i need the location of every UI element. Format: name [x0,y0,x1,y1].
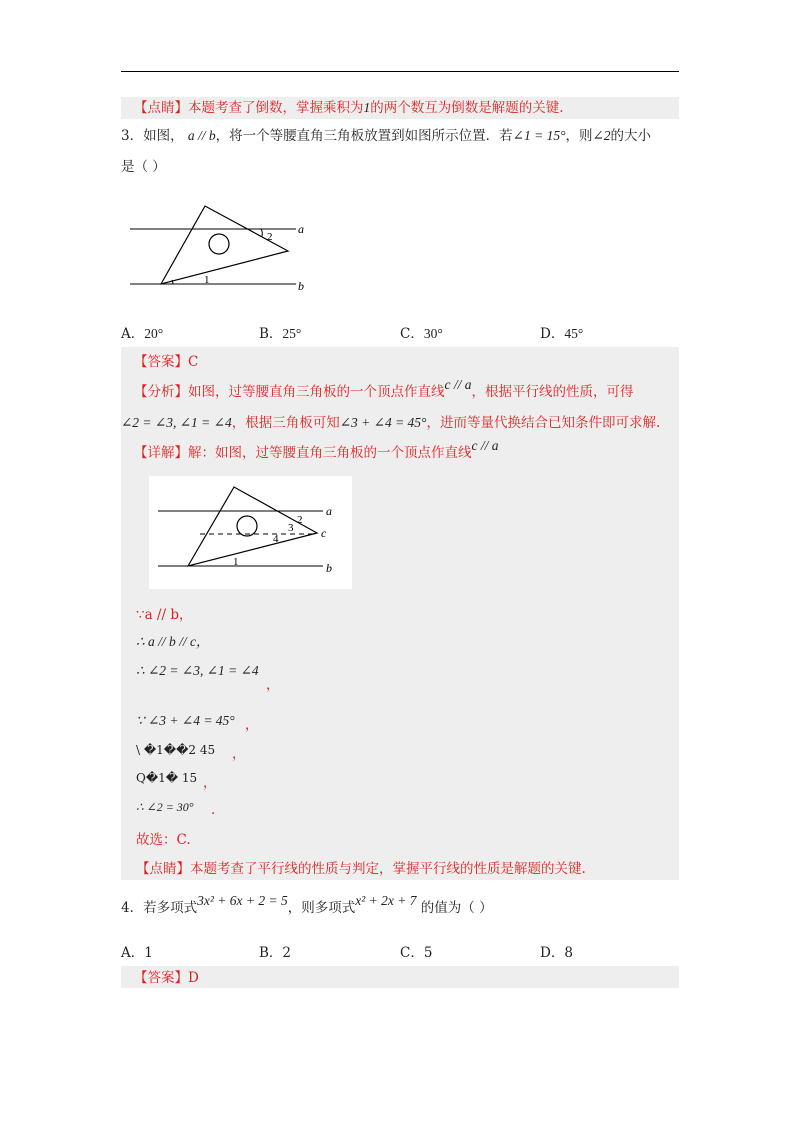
step-6: Q�1� 15 [136,771,198,785]
step-4: ∵ ∠3 + ∠4 = 45° [136,713,235,728]
label-angle-1: 1 [233,556,239,568]
q4-stem [121,893,493,917]
analysis-eq1: ∠2 = ∠3, ∠1 = ∠4 [121,415,232,430]
option-c: C．30° [400,326,443,342]
analysis-eq2: ∠3 + ∠4 = 45° [339,415,427,430]
tip-text: 本题考查了平行线的性质与判定，掌握平行线的性质是解题的关键. [190,861,586,877]
answer-tag: 【答案】 [134,970,188,986]
q4-option-d: D．8 [540,945,573,961]
q4-answer [134,969,199,987]
q3-analysis-line1 [134,377,634,401]
q3-stem-line2: 是（ ） [121,159,166,175]
set-square [188,487,317,566]
condition-expr: ∠1 = 15° [512,128,566,143]
q3-detail-line [134,438,499,462]
answer-tag: 【答案】 [134,354,188,370]
q4-option-b: B．2 [259,945,292,961]
question-number: 3． [121,128,144,144]
stem-text: 如图， [143,128,184,144]
poly-2: x² + 2x + 7 [355,893,417,908]
q3-stem-line1 [121,127,651,145]
tip-one: 1 [363,100,371,115]
label-angle-1: 1 [204,274,210,286]
step-5-comma: ， [232,746,246,762]
label-a: a [298,222,304,236]
label-b: b [326,561,332,575]
ask-expr: ∠2 [592,128,611,143]
tip-tag: 【点睛】 [134,100,188,116]
answer-value: D [188,970,199,986]
detail-tag: 【详解】 [134,445,188,461]
q3-tip [136,860,586,878]
stem-text: 若多项式 [143,900,198,916]
step-7: ∴ ∠2 = 30° [136,800,194,814]
analysis-tag: 【分析】 [134,384,188,400]
stem-text: ，将一个等腰直角三角板放置到如图所示位置．若 [215,128,513,144]
label-c: c [321,526,327,540]
analysis-text: ，根据三角板可知 [231,415,340,431]
q3-analysis-line2 [121,414,660,432]
stem-text: 的值为（ ） [420,900,493,916]
detail-parallel: c // a [471,438,499,453]
parallel-expr: a // b [187,128,216,143]
option-a: A．20° [121,326,164,342]
label-a: a [326,504,332,518]
step-2: ∴ a // b // c， [136,634,210,649]
label-angle-2: 2 [267,231,273,243]
step-6-comma: ， [203,775,217,791]
q3-answer [134,353,198,371]
label-angle-4: 4 [273,533,279,545]
analysis-parallel: c // a [444,377,472,392]
header-rule [121,71,679,72]
q2-tip [134,99,564,117]
step-3: ∴ ∠2 = ∠3, ∠1 = ∠4 [136,663,259,678]
option-d: D．45° [540,326,584,342]
label-angle-2: 2 [297,514,303,526]
triangle-figure [128,196,318,296]
detail-figure [155,484,350,584]
tip-text: 本题考查了倒数，掌握乘积为 [188,100,364,116]
stem-text: ，则 [565,128,593,144]
q4-answer-band [121,966,679,988]
label-b: b [298,279,304,293]
analysis-text: ，进而等量代换结合已知条件即可求解. [426,415,661,431]
q4-option-c: C．5 [400,945,433,961]
set-square-hole [209,234,229,254]
step-choice: 故选：C. [136,832,191,848]
q4-option-a: A．1 [121,945,153,961]
step-1: ∵a // b， [136,607,193,623]
option-b: B．25° [259,326,302,342]
step-5: \ �1��2 45 [136,743,216,757]
step-3-comma: ， [266,677,280,693]
step-4-comma: ， [245,717,259,733]
analysis-text: 如图，过等腰直角三角板的一个顶点作直线 [188,384,445,400]
stem-text: ，则多项式 [287,900,356,916]
tip-tag: 【点睛】 [136,861,190,877]
set-square-hole [237,516,257,536]
answer-value: C [188,354,199,370]
tip-text-end: 的两个数互为倒数是解题的关键. [370,100,564,116]
poly-1: 3x² + 6x + 2 = 5 [197,893,288,908]
step-7-period: . [211,802,216,818]
set-square [161,206,288,284]
stem-text: 的大小 [610,128,652,144]
detail-text: 解：如图，过等腰直角三角板的一个顶点作直线 [188,445,472,461]
label-angle-3: 3 [288,522,294,534]
analysis-text: ，根据平行线的性质，可得 [471,384,634,400]
question-number: 4． [121,900,144,916]
